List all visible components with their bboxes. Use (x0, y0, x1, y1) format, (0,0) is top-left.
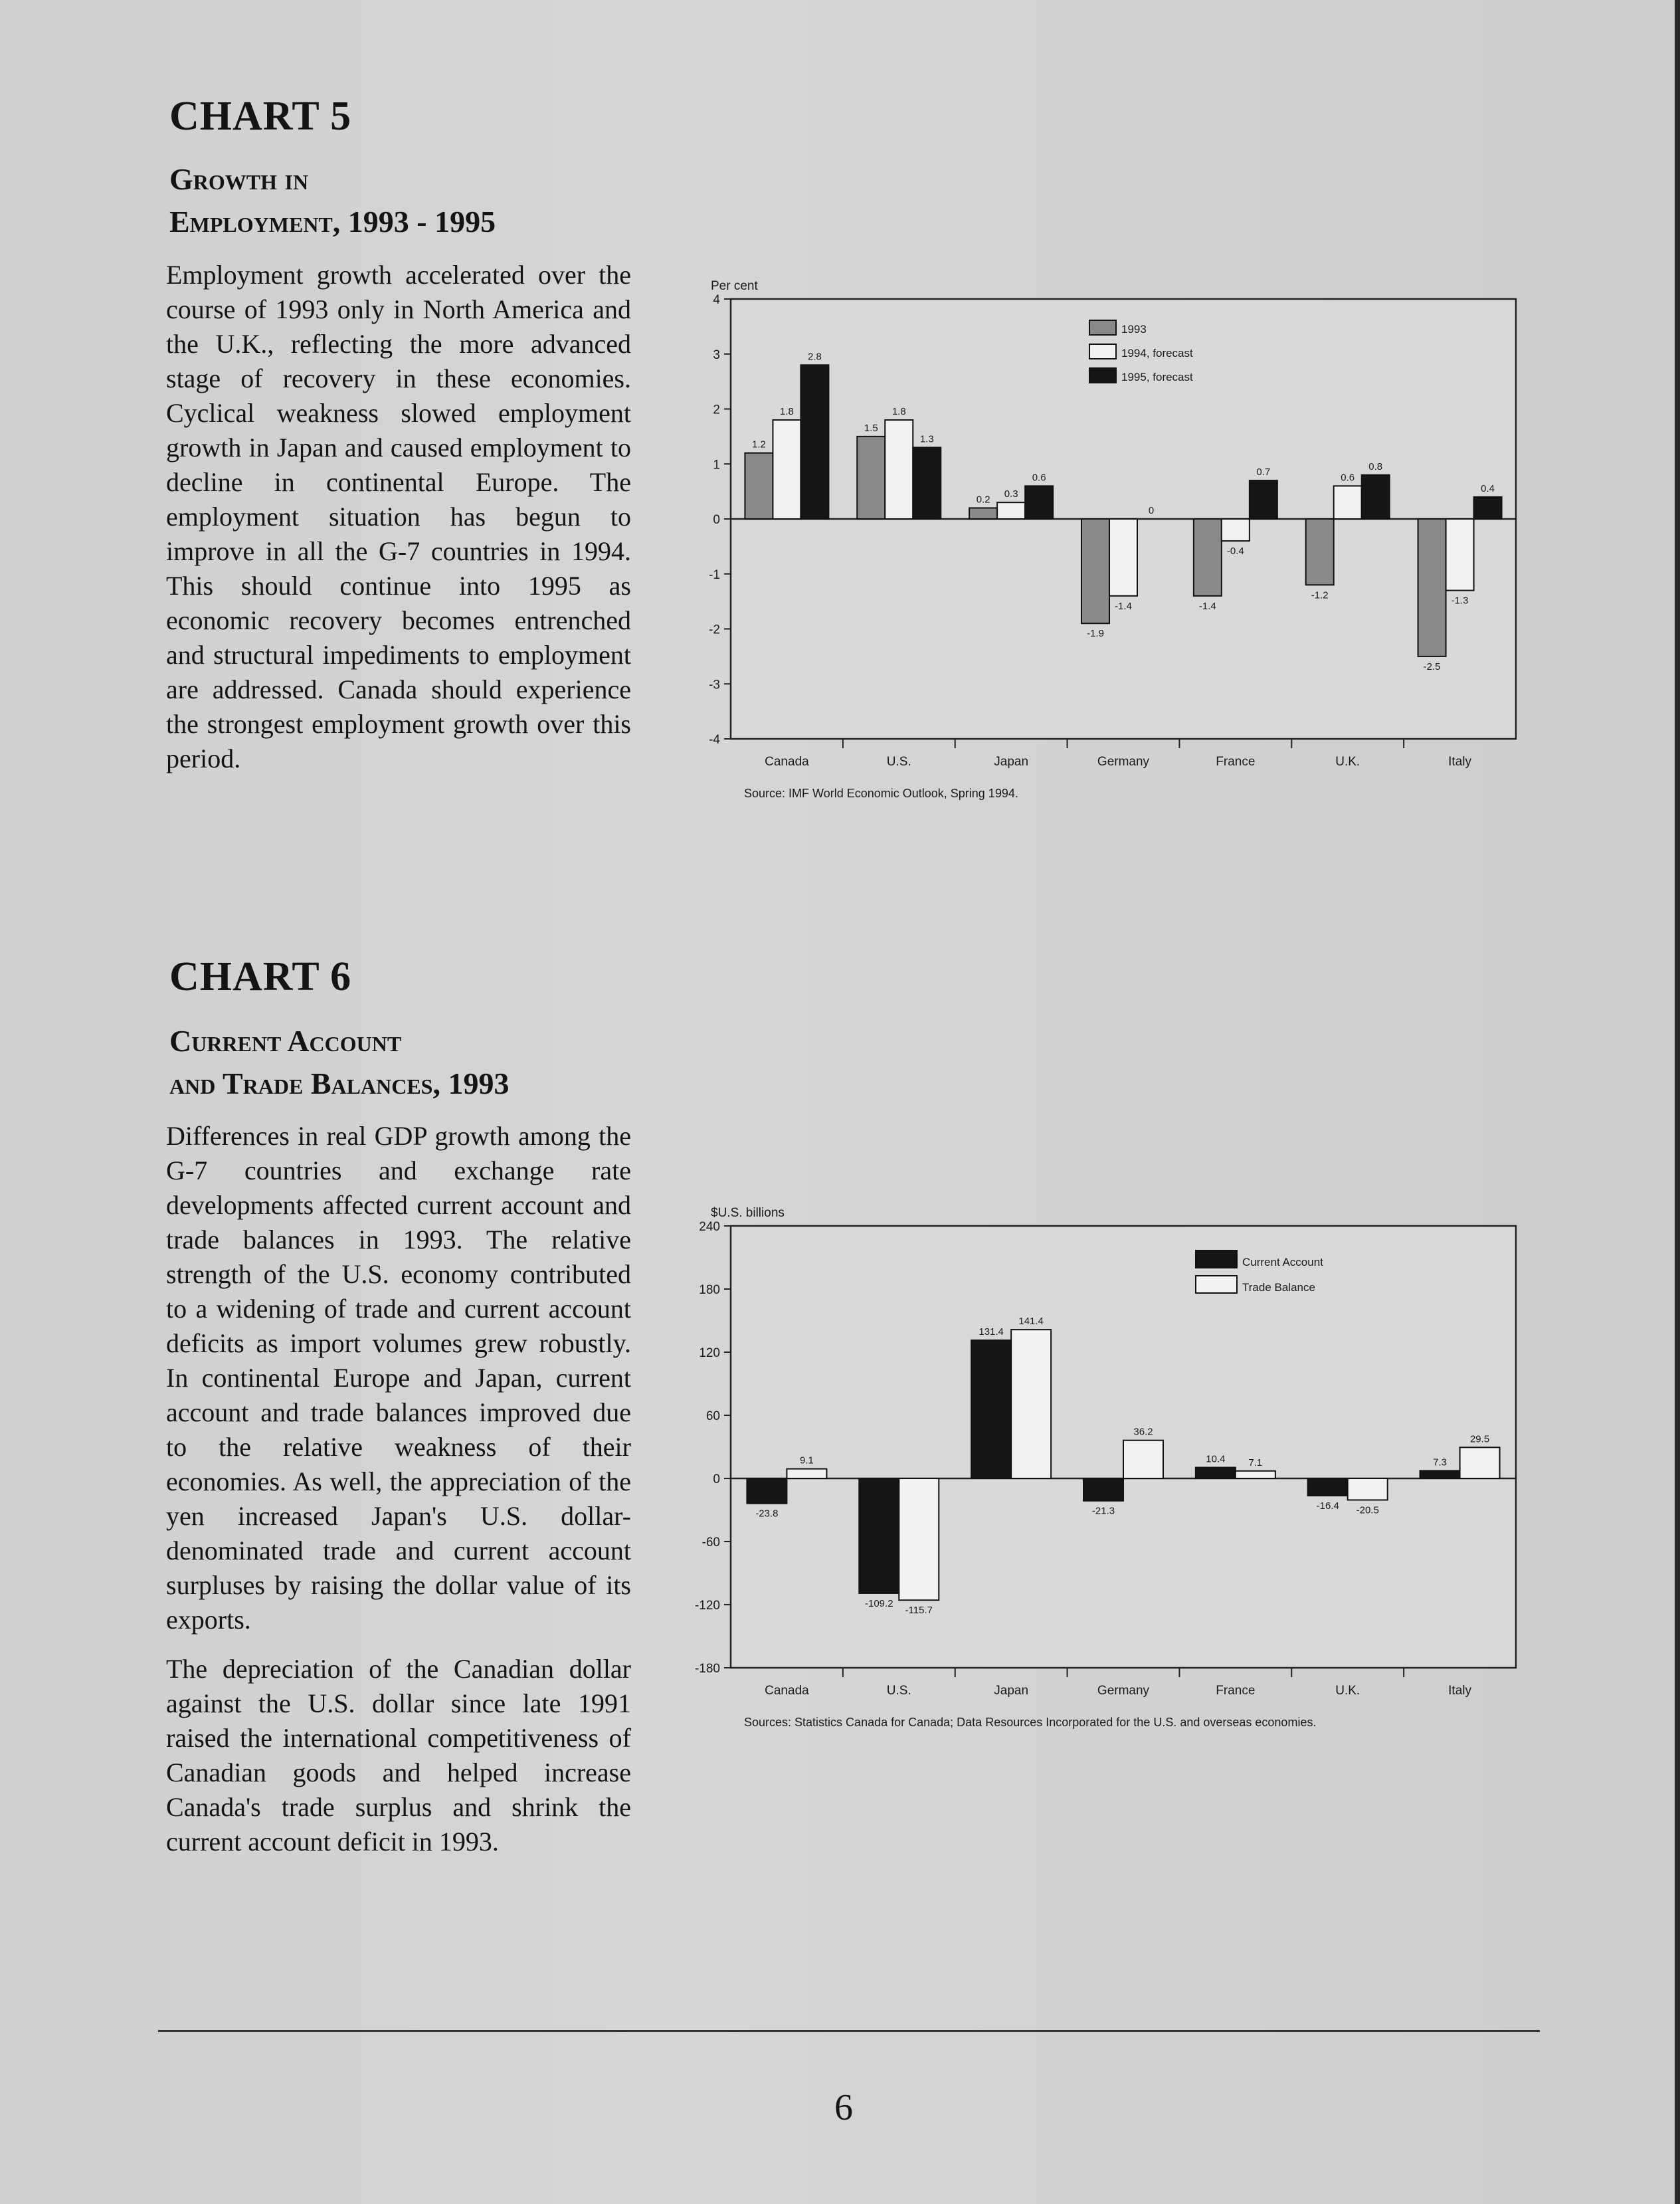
chart5-x-tick-label: France (1216, 755, 1256, 769)
chart5-data-label: 0 (1148, 505, 1155, 516)
chart6-x-tick-label: U.S. (886, 1684, 911, 1698)
chart5-bar (1194, 519, 1222, 596)
chart5-data-label: 0.6 (1341, 472, 1355, 484)
chart5-legend-swatch (1089, 320, 1116, 335)
chart5-y-tick-label: -2 (709, 623, 720, 637)
chart5-bar (1446, 519, 1474, 591)
chart5-data-label: 1.8 (891, 406, 906, 418)
chart6-bar (1348, 1478, 1388, 1500)
chart5-paragraph: Employment growth accelerated over the course of 1993 only in North America and the U.K., reflecting the more advanced stage of recovery in these economies. Cyclical weakness slowed employment growth in Japan and caused employment to decline in continental Europe. The employment situation has begun to improve in all the G-7 countries in 1994. This should continue into 1995 as economic recovery becomes entrenched and structural impediments to employment are addressed. Canada should experience the strongest employment growth over this period. (166, 260, 631, 773)
chart5-data-label: 1.2 (751, 439, 766, 451)
chart6-bar (1460, 1447, 1500, 1478)
chart6-x-tick-label: U.K. (1335, 1684, 1360, 1698)
chart5-figure (678, 266, 1541, 824)
chart5-y-tick-label: 3 (713, 348, 720, 362)
chart5-bar (913, 447, 941, 519)
chart6-data-label: -16.4 (1316, 1500, 1339, 1512)
chart6-data-label: 10.4 (1206, 1453, 1226, 1465)
chart5-bar (745, 453, 773, 519)
chart5-bar (1250, 480, 1277, 519)
chart5-bar (857, 437, 885, 519)
chart6-y-tick-label: -120 (694, 1599, 720, 1613)
chart5-description (166, 258, 631, 791)
chart5-data-label: -1.2 (1311, 589, 1329, 601)
chart5-data-label: 0.2 (976, 494, 990, 506)
chart5-x-tick-label: Canada (765, 755, 809, 769)
chart6-bar (899, 1478, 939, 1600)
chart6-bar (787, 1469, 826, 1478)
chart5-legend-label: 1995, forecast (1121, 371, 1193, 383)
chart6-bar (1083, 1478, 1123, 1501)
chart5-bar (969, 508, 997, 519)
chart5-y-tick-label: 2 (713, 403, 720, 417)
chart5-bar (997, 502, 1025, 519)
chart6-source-note: Sources: Statistics Canada for Canada; Data Resources Incorporated for the U.S. and overseas economies. (744, 1716, 1317, 1729)
chart6-legend-swatch (1196, 1251, 1237, 1268)
chart6-data-label: 7.3 (1433, 1456, 1447, 1468)
chart6-subtitle-line1: Current Account (169, 1024, 402, 1058)
chart5-bar (885, 420, 913, 519)
chart5-data-label: 0.7 (1256, 466, 1271, 478)
chart6-x-tick-label: Japan (994, 1684, 1029, 1698)
chart5-data-label: -2.5 (1423, 660, 1441, 672)
chart5-data-label: -1.4 (1198, 600, 1216, 612)
chart6-data-label: 141.4 (1018, 1316, 1044, 1328)
chart5-bar (1362, 475, 1390, 519)
chart5-bar (800, 365, 828, 519)
chart5-x-tick-label: U.S. (886, 755, 911, 769)
chart6-y-tick-label: -180 (694, 1662, 720, 1676)
chart5-bar (1334, 486, 1362, 519)
chart5-bar (1109, 519, 1137, 596)
chart5-label: CHART 5 (169, 94, 352, 139)
chart6-y-tick-label: 180 (699, 1283, 720, 1297)
chart6-description (166, 1119, 631, 1874)
chart6-paragraph-1: Differences in real GDP growth among the G-7 countries and exchange rate developments affected current account and trade balances in 1993. The relative strength of the U.S. economy contributed to a widening of trade and current account deficits as import volumes grew robustly. In continental Europe and Japan, current account and trade balances improved due to the relative weakness of their economies. As well, the appreciation of the yen increased Japan's U.S. dollar-denominated trade and current account surpluses by raising the dollar value of its exports. (166, 1121, 631, 1635)
chart5-x-tick-label: U.K. (1335, 755, 1360, 769)
chart6-subtitle (169, 1020, 701, 1105)
chart5-x-tick-label: Japan (994, 755, 1029, 769)
chart6-bar (747, 1478, 787, 1504)
chart5-x-tick-label: Italy (1448, 755, 1472, 769)
chart5-bar (1025, 486, 1053, 519)
chart6-bar (1308, 1478, 1348, 1496)
page-edge-shadow (1675, 0, 1680, 2204)
chart5-data-label: 1.5 (864, 422, 878, 434)
chart5-data-label: -1.3 (1451, 595, 1469, 607)
chart5-data-label: -1.9 (1087, 628, 1104, 640)
chart5-x-tick-label: Germany (1097, 755, 1150, 769)
chart6-label: CHART 6 (169, 954, 352, 999)
chart5-subtitle-line1: Growth in (169, 162, 309, 196)
chart5-y-tick-label: 0 (713, 513, 720, 527)
chart5-y-tick-label: 1 (713, 458, 720, 472)
chart6-y-axis-label: $U.S. billions (711, 1206, 785, 1220)
chart6-data-label: -115.7 (905, 1605, 933, 1617)
chart5-data-label: 0.8 (1368, 460, 1383, 472)
chart6-data-label: 29.5 (1469, 1433, 1490, 1445)
chart5-bar (1081, 519, 1109, 623)
chart6-legend-label: Current Account (1242, 1256, 1323, 1268)
chart6-x-tick-label: Canada (765, 1684, 809, 1698)
chart5-data-label: 0.6 (1032, 472, 1046, 484)
chart6-data-label: 131.4 (979, 1326, 1004, 1338)
chart6-data-label: 9.1 (799, 1454, 814, 1466)
chart5-y-tick-label: -1 (709, 567, 720, 582)
chart5-y-tick-label: -3 (709, 678, 720, 692)
chart6-bar (1420, 1470, 1460, 1478)
chart5-y-tick-label: -4 (709, 733, 720, 747)
chart6-x-tick-label: Italy (1448, 1684, 1472, 1698)
chart6-data-label: -23.8 (755, 1508, 779, 1520)
chart5-data-label: 0.3 (1004, 488, 1018, 500)
footer-rule (158, 2030, 1540, 2032)
chart5-data-label: -1.4 (1115, 600, 1132, 612)
chart6-x-tick-label: France (1216, 1684, 1256, 1698)
chart6-y-tick-label: 60 (705, 1409, 720, 1423)
page-number: 6 (834, 2087, 853, 2128)
chart5-data-label: 2.8 (807, 351, 822, 363)
chart5-data-label: 1.3 (919, 433, 934, 445)
chart6-subtitle-line2: and Trade Balances, 1993 (169, 1066, 510, 1100)
chart5-subtitle (169, 158, 701, 243)
chart6-bar (1196, 1468, 1236, 1478)
chart5-source-note: Source: IMF World Economic Outlook, Spring 1994. (744, 787, 1018, 800)
chart5-subtitle-line2: Employment, 1993 - 1995 (169, 205, 496, 239)
chart5-data-label: -0.4 (1226, 546, 1244, 557)
chart6-data-label: -20.5 (1356, 1504, 1379, 1516)
chart6-bar (1236, 1471, 1275, 1478)
chart6-y-tick-label: 120 (699, 1346, 720, 1360)
chart5-legend-label: 1994, forecast (1121, 347, 1193, 359)
chart5-bar (1222, 519, 1250, 541)
chart6-y-tick-label: 240 (699, 1220, 720, 1234)
chart5-legend-label: 1993 (1121, 323, 1147, 336)
chart6-y-tick-label: 0 (713, 1472, 720, 1486)
chart5-legend-swatch (1089, 368, 1116, 383)
chart5-bar (1474, 497, 1502, 519)
chart5-y-tick-label: 4 (713, 293, 720, 307)
chart5-bar (773, 420, 800, 519)
chart6-y-tick-label: -60 (701, 1536, 720, 1550)
chart5-bar (1418, 519, 1446, 656)
chart6-legend-label: Trade Balance (1242, 1281, 1315, 1294)
chart6-data-label: -21.3 (1091, 1505, 1115, 1517)
chart5-data-label: 0.4 (1481, 482, 1495, 494)
chart6-data-label: 7.1 (1248, 1456, 1263, 1468)
chart5-y-axis-label: Per cent (711, 279, 758, 293)
chart6-data-label: -109.2 (865, 1597, 893, 1609)
chart6-x-tick-label: Germany (1097, 1684, 1150, 1698)
chart6-legend-swatch (1196, 1276, 1237, 1293)
chart6-bar (1011, 1330, 1051, 1478)
chart6-paragraph-2: The depreciation of the Canadian dollar against the U.S. dollar since late 1991 raised the international competitiveness of Canadian goods and helped increase Canada's trade surplus and shrink the current account deficit in 1993. (166, 1654, 631, 1856)
chart5-data-label: 1.8 (779, 406, 794, 418)
chart6-bar (1123, 1441, 1163, 1478)
chart6-bar (971, 1340, 1011, 1478)
chart6-data-label: 36.2 (1133, 1426, 1153, 1438)
chart5-legend-swatch (1089, 344, 1116, 359)
chart6-bar (859, 1478, 899, 1593)
chart5-bar (1306, 519, 1334, 585)
chart6-figure (678, 1189, 1541, 1767)
